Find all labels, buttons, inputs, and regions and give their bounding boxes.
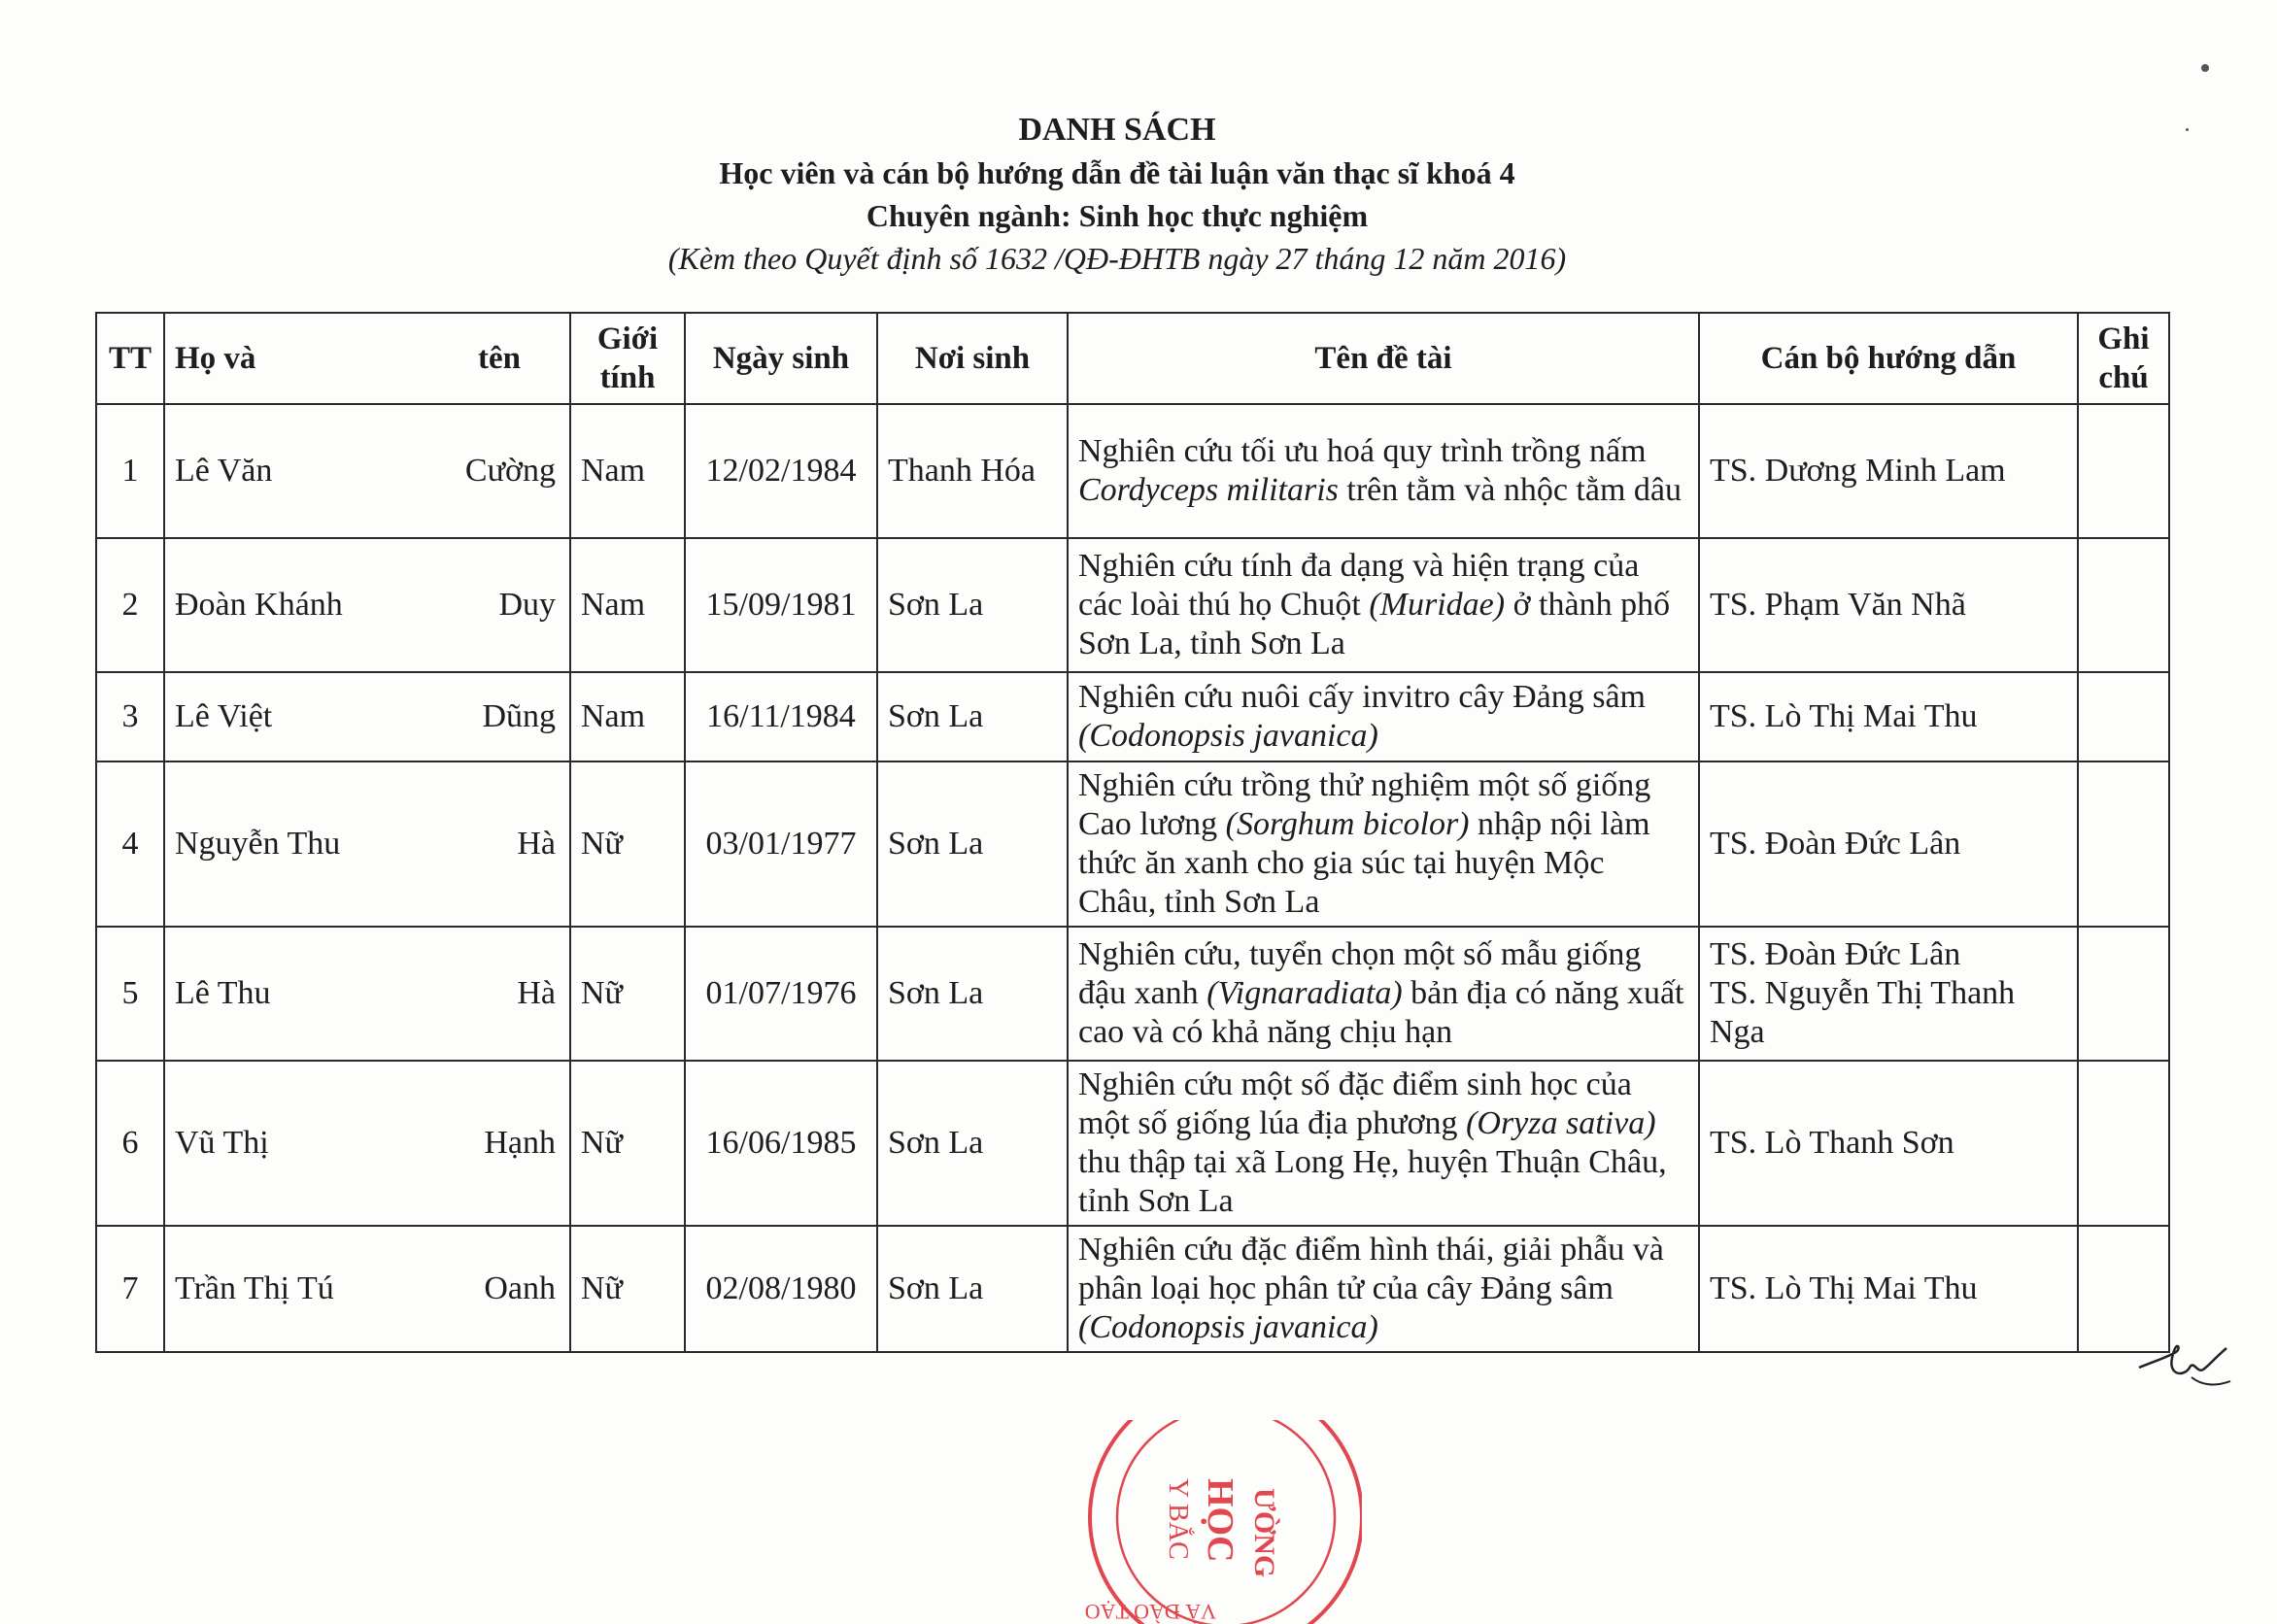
cell-dob: 12/02/1984 — [685, 404, 877, 538]
supervisor-name-2: TS. Nguyễn Thị Thanh Nga — [1710, 975, 2016, 1050]
cell-tt: 6 — [96, 1061, 164, 1226]
cell-tt: 1 — [96, 404, 164, 538]
cell-note — [2078, 761, 2169, 927]
document-subtitle: Học viên và cán bộ hướng dẫn đề tài luận văn thạc sĩ khoá 4 — [719, 155, 1515, 190]
cell-name-first: Trần Thị Tú — [175, 1270, 334, 1306]
cell-topic — [1068, 1061, 1699, 1226]
table-row — [96, 1061, 2169, 1226]
handwritten-initials — [2133, 1329, 2234, 1397]
cell-supervisor — [1699, 672, 2078, 761]
topic-text-end: bản địa có năng xuất cao và có khả năng chịu hạn — [1078, 975, 1684, 1050]
cell-name-last: Dũng — [482, 698, 556, 734]
cell-topic — [1068, 761, 1699, 927]
cell-name — [164, 1226, 570, 1352]
topic-species: (Oryza sativa) — [1466, 1105, 1656, 1141]
cell-gender: Nam — [570, 538, 685, 672]
cell-gender: Nữ — [570, 927, 685, 1061]
topic-species: (Codonopsis javanica) — [1078, 718, 1378, 754]
document-major: Chuyên ngành: Sinh học thực nghiệm — [866, 198, 1369, 233]
header-supervisor: Cán bộ hướng dẫn — [1699, 313, 2078, 404]
cell-tt: 4 — [96, 761, 164, 927]
topic-species: Cordyceps militaris — [1078, 472, 1339, 508]
cell-gender: Nữ — [570, 1061, 685, 1226]
cell-topic — [1068, 538, 1699, 672]
cell-note — [2078, 1061, 2169, 1226]
cell-topic — [1068, 1226, 1699, 1352]
stamp-ring-text: VÀ ĐÀO TẠO — [1084, 1600, 1216, 1624]
table-row — [96, 927, 2169, 1061]
supervisor-name: TS. Lò Thanh Sơn — [1710, 1125, 1954, 1161]
document-title: DANH SÁCH — [1018, 112, 1216, 148]
table-row — [96, 672, 2169, 761]
cell-note — [2078, 538, 2169, 672]
cell-topic — [1068, 672, 1699, 761]
scan-speck — [2201, 64, 2209, 72]
cell-gender: Nữ — [570, 761, 685, 927]
topic-text: Nghiên cứu nuôi cấy invitro cây Đảng sâm — [1078, 679, 1646, 715]
cell-tt: 7 — [96, 1226, 164, 1352]
cell-name-first: Nguyễn Thu — [175, 826, 341, 862]
header-name — [164, 313, 570, 404]
header-gender: Giới tính — [570, 313, 685, 404]
cell-dob: 03/01/1977 — [685, 761, 877, 927]
cell-birthplace: Thanh Hóa — [877, 404, 1068, 538]
header-note: Ghi chú — [2078, 313, 2169, 404]
topic-text: Nghiên cứu, tuyển chọn một số mẫu giống đậu xanh — [1078, 936, 1642, 1011]
cell-note — [2078, 404, 2169, 538]
cell-dob: 15/09/1981 — [685, 538, 877, 672]
cell-tt: 5 — [96, 927, 164, 1061]
stamp-text-3: Y BẮC — [1163, 1478, 1193, 1560]
cell-name — [164, 672, 570, 761]
cell-tt: 2 — [96, 538, 164, 672]
red-seal-stamp — [1080, 1420, 1362, 1624]
cell-gender: Nữ — [570, 1226, 685, 1352]
cell-birthplace: Sơn La — [877, 672, 1068, 761]
table-row — [96, 1226, 2169, 1352]
supervisor-name: TS. Đoàn Đức Lân — [1710, 936, 1961, 972]
cell-supervisor — [1699, 761, 2078, 927]
cell-name — [164, 404, 570, 538]
topic-text-end: thu thập tại xã Long Hẹ, huyện Thuận Châu, tỉnh Sơn La — [1078, 1144, 1667, 1219]
cell-supervisor — [1699, 1061, 2078, 1226]
cell-note — [2078, 927, 2169, 1061]
cell-name-last: Hà — [517, 975, 556, 1011]
cell-note — [2078, 672, 2169, 761]
topic-species: (Vignaradiata) — [1206, 975, 1403, 1011]
cell-name — [164, 761, 570, 927]
cell-birthplace: Sơn La — [877, 927, 1068, 1061]
cell-name-first: Lê Văn — [175, 453, 273, 489]
cell-gender: Nam — [570, 404, 685, 538]
cell-gender: Nam — [570, 672, 685, 761]
cell-birthplace: Sơn La — [877, 761, 1068, 927]
topic-text: Nghiên cứu tối ưu hoá quy trình trồng nấm — [1078, 433, 1647, 469]
cell-name-first: Lê Thu — [175, 975, 271, 1011]
supervisor-name: TS. Đoàn Đức Lân — [1710, 826, 1961, 862]
table-row — [96, 538, 2169, 672]
cell-dob: 01/07/1976 — [685, 927, 877, 1061]
topic-text-end: trên tằm và nhộc tằm dâu — [1338, 472, 1682, 508]
topic-text: Nghiên cứu đặc điểm hình thái, giải phẫu và phân loại học phân tử của cây Đảng sâm — [1078, 1232, 1664, 1306]
header-name-first: Họ và — [175, 341, 256, 376]
cell-birthplace: Sơn La — [877, 538, 1068, 672]
topic-species: (Muridae) — [1369, 587, 1506, 623]
cell-birthplace: Sơn La — [877, 1061, 1068, 1226]
supervisor-name: TS. Dương Minh Lam — [1710, 453, 2006, 489]
cell-name — [164, 538, 570, 672]
table-row — [96, 404, 2169, 538]
topic-text: Nghiên cứu một số đặc điểm sinh học của một số giống lúa địa phương — [1078, 1066, 1632, 1141]
stamp-text-1: ƯỜNG — [1248, 1488, 1280, 1578]
header-birthplace: Nơi sinh — [877, 313, 1068, 404]
cell-dob: 02/08/1980 — [685, 1226, 877, 1352]
topic-species: (Codonopsis javanica) — [1078, 1309, 1378, 1345]
cell-name — [164, 927, 570, 1061]
header-tt: TT — [96, 313, 164, 404]
cell-supervisor — [1699, 927, 2078, 1061]
cell-supervisor — [1699, 538, 2078, 672]
cell-name-last: Cường — [464, 453, 556, 489]
topic-text: Nghiên cứu trồng thử nghiệm một số giống Cao lương — [1078, 767, 1651, 842]
cell-name-last: Hạnh — [484, 1125, 556, 1161]
cell-name-first: Lê Việt — [175, 698, 273, 734]
cell-topic — [1068, 927, 1699, 1061]
table-row — [96, 761, 2169, 927]
cell-birthplace: Sơn La — [877, 1226, 1068, 1352]
cell-supervisor — [1699, 404, 2078, 538]
student-table — [95, 312, 2170, 1353]
cell-topic — [1068, 404, 1699, 538]
supervisor-name: TS. Phạm Văn Nhã — [1710, 587, 1966, 623]
cell-name — [164, 1061, 570, 1226]
document-decision-ref: (Kèm theo Quyết định số 1632 /QĐ-ĐHTB ngày 27 tháng 12 năm 2016) — [667, 241, 1567, 276]
supervisor-name: TS. Lò Thị Mai Thu — [1710, 1270, 1978, 1306]
header-name-last: tên — [478, 341, 521, 376]
cell-name-last: Hà — [517, 826, 556, 862]
cell-dob: 16/06/1985 — [685, 1061, 877, 1226]
topic-text-end: ở thành phố Sơn La, tỉnh Sơn La — [1078, 587, 1671, 661]
cell-name-last: Duy — [498, 587, 556, 623]
header-dob: Ngày sinh — [685, 313, 877, 404]
table-header-row — [96, 313, 2169, 404]
topic-text: Nghiên cứu tính đa dạng và hiện trạng của các loài thú họ Chuột — [1078, 548, 1640, 623]
supervisor-name: TS. Lò Thị Mai Thu — [1710, 698, 1978, 734]
cell-tt: 3 — [96, 672, 164, 761]
topic-species: (Sorghum bicolor) — [1225, 806, 1470, 842]
cell-name-first: Vũ Thị — [175, 1125, 269, 1161]
cell-dob: 16/11/1984 — [685, 672, 877, 761]
stamp-text-2: HỌC — [1200, 1478, 1240, 1563]
document-header — [0, 109, 2234, 280]
cell-name-last: Oanh — [484, 1270, 556, 1306]
cell-supervisor — [1699, 1226, 2078, 1352]
cell-name-first: Đoàn Khánh — [175, 587, 343, 623]
topic-text-end: nhập nội làm thức ăn xanh cho gia súc tại huyện Mộc Châu, tỉnh Sơn La — [1078, 806, 1650, 920]
header-topic: Tên đề tài — [1068, 313, 1699, 404]
